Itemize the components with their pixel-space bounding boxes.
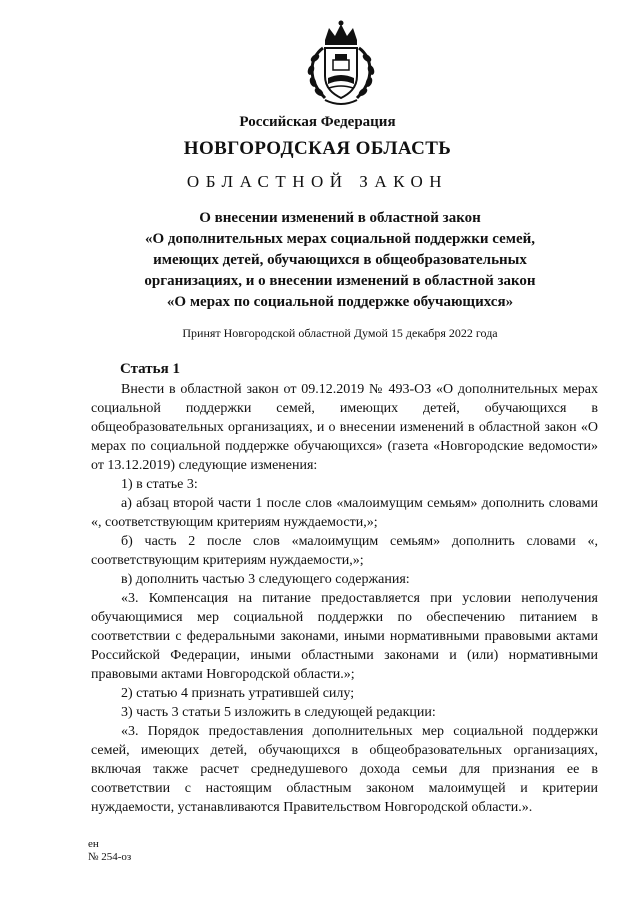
title-line: имеющих детей, обучающихся в общеобразовательных bbox=[153, 252, 527, 268]
adoption-note: Принят Новгородской областной Думой 15 декабря 2022 года bbox=[182, 326, 498, 340]
article-heading: Статья 1 bbox=[120, 361, 180, 377]
article-paragraph: б) часть 2 после слов «малоимущим семьям» дополнить словами «, соответствующим критериям нуждаемости,»; bbox=[91, 534, 598, 568]
article-paragraph: «3. Порядок предоставления дополнительных мер социальной поддержки семей, имеющих детей, обучающихся в общеобразовательных организациях, включая также расчет среднедушевого дохода семьи для признания ее в соответствии с настоящим областным законом малоимущей и критерии нуждаемости, устанавливаются Правительством Новгородской области.». bbox=[91, 724, 598, 815]
region-heading: НОВГОРОДСКАЯ ОБЛАСТЬ bbox=[183, 138, 452, 159]
article-body bbox=[91, 380, 598, 817]
document-footer bbox=[88, 838, 131, 864]
title-line: «О мерах по социальной поддержке обучающихся» bbox=[166, 294, 514, 310]
title-line: О внесении изменений в областной закон bbox=[199, 210, 481, 226]
title-line: организациях, и о внесении изменений в областной закон bbox=[144, 273, 536, 289]
article-paragraph: Внести в областной закон от 09.12.2019 № 493-ОЗ «О дополнительных мерах социальной поддержки семей, имеющих детей, обучающихся в общеобразовательных организациях, и о внесении изменений в областной закон «О мерах по социальной поддержке обучающихся» (газета «Новгородские ведомости» от 13.12.2019) следующие изменения: bbox=[91, 382, 598, 473]
article-paragraph: 1) в статье 3: bbox=[121, 477, 198, 492]
coat-of-arms-icon bbox=[295, 18, 387, 110]
law-title bbox=[60, 208, 620, 313]
article-paragraph: «3. Компенсация на питание предоставляется при условии неполучения обучающимися мер социальной поддержки по обеспечению питанием в соответствии с федеральными законами, иными нормативными правовыми актами Российской Федерации, иными областными законами и (или) нормативными правовыми актами Новгородской области.»; bbox=[91, 591, 598, 682]
title-line: «О дополнительных мерах социальной поддержки семей, bbox=[144, 231, 536, 247]
footer-initials: ен bbox=[88, 838, 99, 850]
article-paragraph: а) абзац второй части 1 после слов «малоимущим семьям» дополнить словами «, соответствующим критериям нуждаемости,»; bbox=[91, 496, 598, 530]
article-paragraph: в) дополнить частью 3 следующего содержания: bbox=[121, 572, 410, 587]
federation-heading: Российская Федерация bbox=[239, 114, 396, 130]
article-paragraph: 3) часть 3 статьи 5 изложить в следующей редакции: bbox=[121, 705, 436, 720]
footer-number: № 254-оз bbox=[88, 851, 132, 863]
document-type-heading: ОБЛАСТНОЙ ЗАКОН bbox=[186, 172, 449, 191]
article-paragraph: 2) статью 4 признать утратившей силу; bbox=[121, 686, 355, 701]
